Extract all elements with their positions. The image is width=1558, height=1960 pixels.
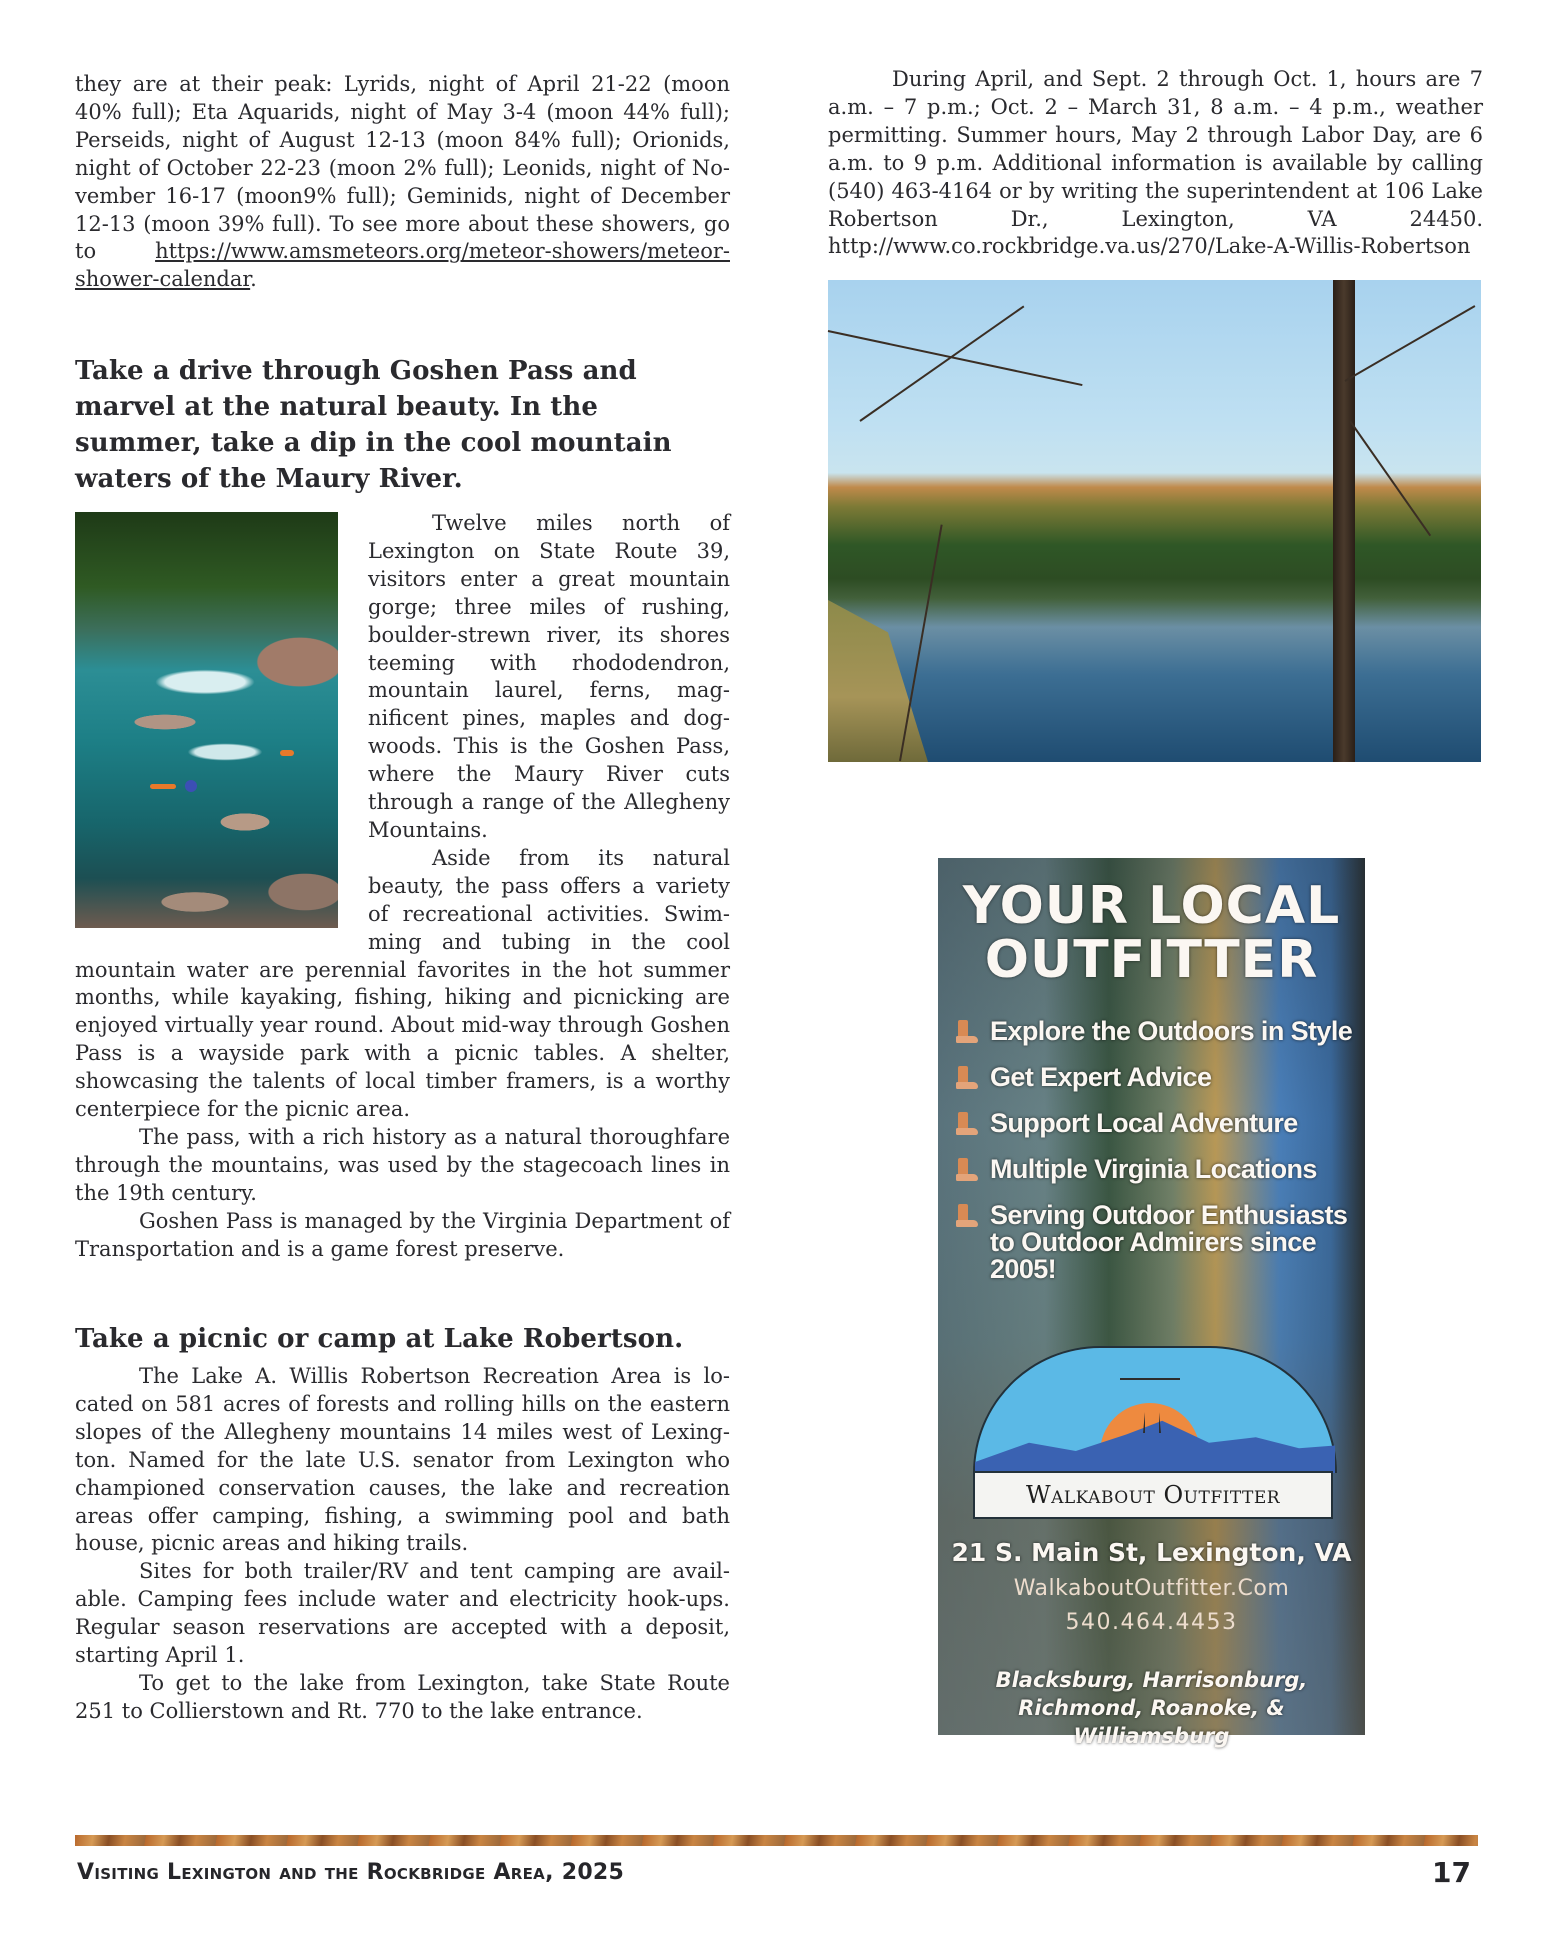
link-suffix: .	[250, 267, 257, 292]
ad-locations: Blacksburg, Harrisonburg, Richmond, Roanoke, & Williamsburg	[995, 1668, 1308, 1748]
hiking-boot-icon	[954, 1066, 982, 1090]
logo-sky-dome	[973, 1346, 1337, 1473]
ad-bullet: Explore the Outdoors in Style	[954, 1018, 1354, 1045]
hiking-boot-icon	[954, 1158, 982, 1182]
fire-tower-icon	[1143, 1358, 1161, 1433]
meteor-shower-text: they are at their peak: Lyrids, night of April 21-22 (moon 40% full); Eta Aquarids, night of May 3-4 (moon 44% full); Perseids, night of August 12-13 (moon 84% full); Orionids, night of October 22-23 (moon 2% full); Leonids, night of November 16-17 (moon9% full); Geminids, night of December 12-13 (moon 39% full). To see more about these showers, go to	[75, 72, 730, 264]
ad-bullet: Multiple Virginia Locations	[954, 1156, 1354, 1183]
fire-tower-crossbar	[1120, 1378, 1180, 1380]
page-number: 17	[1432, 1856, 1471, 1889]
ad-address: 21 S. Main St, Lexington, VA	[951, 1538, 1352, 1567]
meteor-calendar-link[interactable]: https://www.amsmeteors.org/meteor-showers/meteor-shower-calendar	[75, 239, 730, 292]
lake-hours-text: During April, and Sept. 2 through Oct. 1, hours are 7 a.m. – 7 p.m.; Oct. 2 – March 31, 8 a.m. – 4 p.m., weather permitting. Summer hours, May 2 through Labor Day, are 6 a.m. to 9 p.m. Additional information is available by calling (540) 463-4164 or by writing the superintendent at 106 Lake Robertson Dr., Lexington, VA 24450. http://www.co.rockbridge.va.us/270/Lake-A-Willis-Robertson	[828, 67, 1483, 259]
ad-bullet: Support Local Adventure	[954, 1110, 1354, 1137]
ad-bullet: Serving Outdoor Enthusiasts to Outdoor Admirers since 2005!	[954, 1202, 1354, 1283]
ad-title-line-1: YOUR LOCAL	[962, 876, 1341, 936]
logo-business-name: Walkabout Outfitter	[973, 1471, 1333, 1519]
photo-float-spacer	[75, 510, 368, 952]
tree-trunk-shape	[1333, 280, 1355, 762]
hiking-boot-icon	[954, 1112, 982, 1136]
ad-title-line-2: OUTFITTER	[984, 930, 1319, 990]
goshen-paragraph-2: Aside from its natural beauty, the pass offers a variety of recreational activities. Swimming and tubing in the cool mountain water are perennial favorites in the hot summer months, while kayaking, fishing, hiking and picnicking are enjoyed virtually year round. About mid-way through Goshen Pass is a wayside park with a picnic tables. A shelter, showcasing the talents of local timber framers, is a worthy centerpiece for the picnic area.	[75, 845, 730, 1122]
publication-title: Visiting Lexington and the Rockbridge Area, 2025	[77, 1860, 625, 1885]
lake-robertson-heading: Take a picnic or camp at Lake Robertson.	[75, 1324, 684, 1354]
goshen-body	[75, 510, 730, 1263]
goshen-section-header	[75, 353, 695, 497]
hiking-boot-icon	[954, 1204, 982, 1228]
hiking-boot-icon	[954, 1020, 982, 1044]
ad-website[interactable]: WalkaboutOutfitter.Com	[1013, 1576, 1290, 1601]
lake-paragraph-3: To get to the lake from Lexington, take State Route 251 to Collierstown and Rt. 770 to the lake entrance.	[75, 1670, 730, 1723]
goshen-heading: Take a drive through Goshen Pass and marvel at the natural beauty. In the summer, take a dip in the cool mountain waters of the Maury River.	[75, 356, 672, 494]
ad-phone[interactable]: 540.464.4453	[1065, 1610, 1238, 1635]
footer-decorative-bar	[75, 1835, 1478, 1846]
lake-paragraph-1: The Lake A. Willis Robertson Recreation Area is located on 581 acres of forests and rolling hills on the eastern slopes of the Allegheny mountains 14 miles west of Lexington. Named for the late U.S. senator from Lexington who championed conservation causes, the lake and recreation areas offer camping, fishing, a swimming pool and bath house, picnic areas and hiking trails.	[75, 1364, 730, 1556]
goshen-paragraph-1: Twelve miles north of Lexington on State Route 39, visitors enter a great mountain gorge; three miles of rushing, boulder-strewn river, its shores teeming with rhododendron, mountain laurel, ferns, magnificent pines, maples and dogwoods. This is the Goshen Pass, where the Maury River cuts through a range of the Allegheny Mountains.	[368, 511, 730, 842]
goshen-paragraph-3: The pass, with a rich history as a natural thoroughfare through the mountains, was used by the stagecoach lines in the 19th century.	[75, 1124, 730, 1205]
lake-paragraph-2: Sites for both trailer/RV and tent camping are available. Camping fees include water and electricity hook-ups. Regular season reservations are accepted with a deposit, starting April 1.	[75, 1559, 730, 1668]
walkabout-outfitter-ad[interactable]	[938, 858, 1365, 1748]
lake-hours-block	[828, 66, 1483, 261]
meteor-shower-continuation	[75, 71, 730, 294]
goshen-paragraph-4: Goshen Pass is managed by the Virginia Department of Transportation and is a game forest preserve.	[75, 1208, 730, 1261]
walkabout-outfitter-logo	[973, 1346, 1333, 1526]
ad-bullet-list	[954, 1018, 1354, 1302]
lake-robertson-section	[75, 1321, 730, 1726]
ad-bullet: Get Expert Advice	[954, 1064, 1354, 1091]
